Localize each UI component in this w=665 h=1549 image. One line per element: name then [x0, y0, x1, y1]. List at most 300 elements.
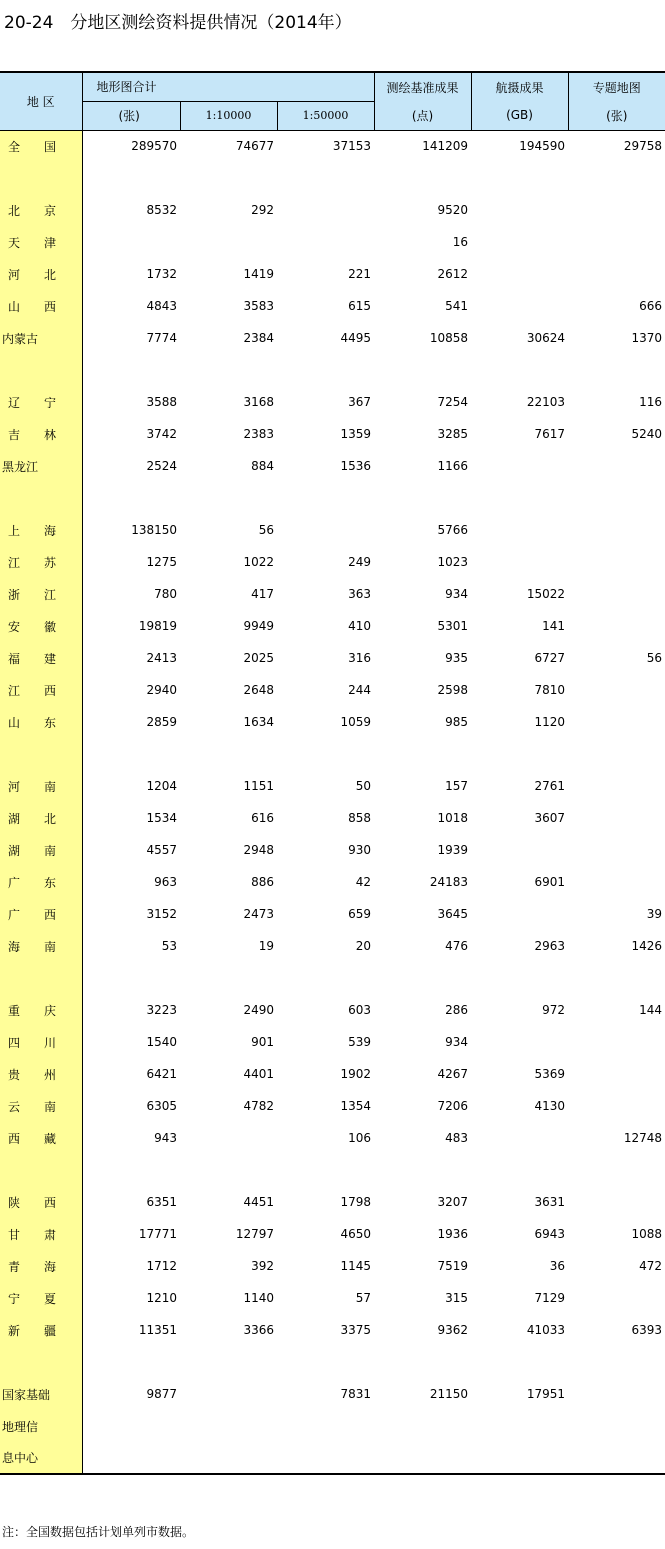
table-row: [0, 898, 665, 930]
value-cell: [471, 834, 568, 866]
value-cell: 541: [445, 299, 469, 313]
value-cell: [568, 770, 665, 802]
value-cell: 858: [348, 811, 372, 825]
region-cell: 吉 林: [0, 418, 82, 450]
value-cell: [471, 226, 568, 258]
value-cell: 19: [258, 939, 274, 953]
value-cell: 9877: [146, 1387, 177, 1401]
value-cell: 39: [646, 907, 663, 921]
value-cell: 3223: [146, 1003, 177, 1017]
value-cell: [568, 1346, 665, 1378]
value-cell: 2648: [243, 683, 274, 697]
value-cell: 53: [161, 939, 177, 953]
value-cell: [568, 578, 665, 610]
value-cell: 1536: [340, 459, 372, 473]
value-cell: [82, 354, 180, 386]
value-cell: 1798: [340, 1195, 372, 1209]
value-cell: [568, 1058, 665, 1090]
table-header: [0, 72, 665, 130]
value-cell: [568, 546, 665, 578]
header-thematic-unit: (张): [568, 101, 665, 130]
value-cell: [568, 738, 665, 770]
region-cell: 黑龙江: [0, 450, 82, 482]
value-cell: 17771: [138, 1227, 177, 1241]
value-cell: 15022: [526, 587, 566, 601]
value-cell: [568, 1186, 665, 1218]
value-cell: 1426: [631, 939, 663, 953]
value-cell: 74677: [235, 139, 274, 154]
region-cell: 山 东: [0, 706, 82, 738]
value-cell: [374, 1410, 471, 1442]
value-cell: 363: [348, 587, 372, 601]
value-cell: 3607: [534, 811, 566, 825]
value-cell: [277, 194, 374, 226]
value-cell: 286: [445, 1003, 469, 1017]
value-cell: [471, 738, 568, 770]
table-row: [0, 258, 665, 290]
value-cell: [277, 738, 374, 770]
value-cell: 6943: [534, 1227, 566, 1241]
footnote: 注：全国数据包括计划单列市数据。: [2, 1525, 195, 1539]
value-cell: 2384: [243, 331, 274, 345]
region-cell: 全 国: [0, 130, 82, 162]
region-cell: [0, 962, 82, 994]
value-cell: 6901: [534, 875, 566, 889]
spacer-row: [0, 162, 665, 194]
value-cell: [180, 1122, 277, 1154]
table-row: [0, 546, 665, 578]
value-cell: 3588: [146, 395, 177, 409]
value-cell: [568, 482, 665, 514]
value-cell: 106: [348, 1131, 372, 1145]
table-row: [0, 834, 665, 866]
value-cell: 4495: [340, 331, 372, 345]
region-cell: 地理信: [0, 1410, 82, 1442]
region-cell: 重 庆: [0, 994, 82, 1026]
value-cell: 1419: [243, 267, 274, 281]
table-row: [0, 1378, 665, 1410]
region-cell: [0, 482, 82, 514]
table-row: [0, 194, 665, 226]
spacer-row: [0, 962, 665, 994]
value-cell: 1023: [437, 555, 469, 569]
table-row: [0, 770, 665, 802]
value-cell: [374, 1154, 471, 1186]
value-cell: 472: [639, 1259, 663, 1273]
value-cell: [568, 1442, 665, 1474]
value-cell: 5301: [437, 619, 469, 633]
value-cell: [374, 162, 471, 194]
value-cell: 4451: [243, 1195, 274, 1209]
value-cell: 1712: [146, 1259, 177, 1273]
region-cell: 福 建: [0, 642, 82, 674]
value-cell: 417: [251, 587, 274, 601]
table-row: [0, 802, 665, 834]
value-cell: 157: [445, 779, 469, 793]
total-row: [0, 130, 665, 162]
value-cell: 410: [348, 619, 372, 633]
value-cell: 392: [251, 1259, 274, 1273]
value-cell: 1140: [243, 1291, 274, 1305]
value-cell: [82, 162, 180, 194]
value-cell: 9520: [437, 203, 469, 217]
value-cell: 7254: [437, 395, 469, 409]
value-cell: 6351: [146, 1195, 177, 1209]
region-cell: 国家基础: [0, 1378, 82, 1410]
value-cell: [277, 162, 374, 194]
value-cell: 1120: [534, 715, 566, 729]
region-cell: 内蒙古: [0, 322, 82, 354]
value-cell: 3583: [243, 299, 274, 313]
value-cell: 4557: [146, 843, 177, 857]
value-cell: [82, 1154, 180, 1186]
table-body: [0, 130, 665, 1474]
value-cell: 2612: [437, 267, 469, 281]
value-cell: 5766: [437, 523, 469, 537]
region-cell: 宁 夏: [0, 1282, 82, 1314]
table-row: [0, 418, 665, 450]
header-thematic: 专题地图: [568, 72, 665, 101]
table-row: [0, 674, 665, 706]
region-cell: 云 南: [0, 1090, 82, 1122]
value-cell: [180, 1410, 277, 1442]
table-row: [0, 1250, 665, 1282]
value-cell: 12748: [623, 1131, 663, 1145]
value-cell: 884: [251, 459, 274, 473]
value-cell: 7519: [437, 1259, 469, 1273]
spacer-row: [0, 1154, 665, 1186]
value-cell: [568, 802, 665, 834]
value-cell: 221: [348, 267, 372, 281]
value-cell: 37153: [332, 139, 372, 154]
value-cell: 659: [348, 907, 372, 921]
value-cell: 36: [549, 1259, 566, 1273]
value-cell: [277, 482, 374, 514]
value-cell: 3168: [243, 395, 274, 409]
region-cell: 辽 宁: [0, 386, 82, 418]
value-cell: 42: [355, 875, 372, 889]
region-cell: 江 西: [0, 674, 82, 706]
value-cell: 10858: [429, 331, 469, 345]
value-cell: 7206: [437, 1099, 469, 1113]
value-cell: [180, 162, 277, 194]
region-cell: 湖 南: [0, 834, 82, 866]
value-cell: 1732: [146, 267, 177, 281]
value-cell: 138150: [131, 523, 177, 537]
value-cell: 1059: [340, 715, 372, 729]
value-cell: 4401: [243, 1067, 274, 1081]
value-cell: 972: [542, 1003, 566, 1017]
value-cell: 934: [445, 1035, 469, 1049]
table-row: [0, 322, 665, 354]
value-cell: [277, 962, 374, 994]
value-cell: [277, 514, 374, 546]
region-cell: 浙 江: [0, 578, 82, 610]
value-cell: 56: [646, 651, 663, 665]
value-cell: 2940: [146, 683, 177, 697]
value-cell: [180, 962, 277, 994]
value-cell: [180, 1378, 277, 1410]
spacer-row: [0, 738, 665, 770]
value-cell: 2524: [146, 459, 177, 473]
value-cell: 780: [154, 587, 177, 601]
value-cell: 41033: [526, 1323, 566, 1337]
value-cell: [568, 1378, 665, 1410]
value-cell: [471, 962, 568, 994]
value-cell: 7617: [534, 427, 566, 441]
value-cell: 1534: [146, 811, 177, 825]
region-cell: 息中心: [0, 1442, 82, 1474]
value-cell: [471, 290, 568, 322]
value-cell: 2383: [243, 427, 274, 441]
value-cell: 1275: [146, 555, 177, 569]
value-cell: [180, 1346, 277, 1378]
value-cell: 50: [355, 779, 372, 793]
value-cell: [471, 1346, 568, 1378]
table-row: [0, 1090, 665, 1122]
value-cell: [471, 1442, 568, 1474]
value-cell: 19819: [138, 619, 177, 633]
table-row: [0, 610, 665, 642]
value-cell: [471, 482, 568, 514]
value-cell: 4650: [340, 1227, 372, 1241]
value-cell: [277, 1346, 374, 1378]
value-cell: [180, 482, 277, 514]
value-cell: 1902: [340, 1067, 372, 1081]
value-cell: [82, 1442, 180, 1474]
table-row: [0, 706, 665, 738]
value-cell: 244: [348, 683, 372, 697]
value-cell: 249: [348, 555, 372, 569]
value-cell: 5240: [631, 427, 663, 441]
value-cell: [277, 1442, 374, 1474]
value-cell: [374, 962, 471, 994]
region-cell: 青 海: [0, 1250, 82, 1282]
value-cell: 943: [154, 1131, 177, 1145]
table-row: [0, 290, 665, 322]
value-cell: 4267: [437, 1067, 469, 1081]
value-cell: [471, 1410, 568, 1442]
table-row: [0, 866, 665, 898]
value-cell: 9949: [243, 619, 274, 633]
value-cell: [568, 866, 665, 898]
value-cell: 1359: [340, 427, 372, 441]
value-cell: 292: [251, 203, 274, 217]
value-cell: [568, 258, 665, 290]
region-cell: 西 藏: [0, 1122, 82, 1154]
value-cell: 1540: [146, 1035, 177, 1049]
value-cell: [568, 674, 665, 706]
table-row: [0, 1218, 665, 1250]
value-cell: 7129: [534, 1291, 566, 1305]
value-cell: 901: [251, 1035, 274, 1049]
value-cell: [471, 546, 568, 578]
table-row: [0, 226, 665, 258]
value-cell: 930: [348, 843, 372, 857]
header-topo-total: 地形图合计: [82, 72, 374, 101]
value-cell: 3645: [437, 907, 469, 921]
value-cell: 30624: [526, 331, 566, 345]
value-cell: 5369: [534, 1067, 566, 1081]
value-cell: 3366: [243, 1323, 274, 1337]
region-cell: 甘 肃: [0, 1218, 82, 1250]
header-aerial-unit: (GB): [471, 101, 568, 130]
header-scale-10000: 1:10000: [180, 101, 277, 130]
spacer-row: [0, 354, 665, 386]
value-cell: 666: [639, 299, 663, 313]
table-row: [0, 642, 665, 674]
table-row: [0, 1026, 665, 1058]
value-cell: 12797: [235, 1227, 274, 1241]
value-cell: 4130: [534, 1099, 566, 1113]
value-cell: [471, 1122, 568, 1154]
value-cell: 9362: [437, 1323, 469, 1337]
value-cell: 11351: [138, 1323, 177, 1337]
region-cell: 湖 北: [0, 802, 82, 834]
value-cell: 7774: [146, 331, 177, 345]
value-cell: [568, 1282, 665, 1314]
page-title: 20-24 分地区测绘资料提供情况（2014年）: [4, 13, 352, 33]
value-cell: [180, 738, 277, 770]
region-cell: 海 南: [0, 930, 82, 962]
value-cell: [374, 1346, 471, 1378]
value-cell: [82, 1346, 180, 1378]
value-cell: 1022: [243, 555, 274, 569]
value-cell: 22103: [526, 395, 566, 409]
value-cell: 2948: [243, 843, 274, 857]
table-row: [0, 1410, 665, 1442]
value-cell: 6727: [534, 651, 566, 665]
table-row: [0, 578, 665, 610]
value-cell: 886: [251, 875, 274, 889]
region-cell: 广 西: [0, 898, 82, 930]
value-cell: 1088: [631, 1227, 663, 1241]
value-cell: 57: [355, 1291, 372, 1305]
value-cell: 1634: [243, 715, 274, 729]
value-cell: [568, 514, 665, 546]
value-cell: 315: [445, 1291, 469, 1305]
value-cell: 6305: [146, 1099, 177, 1113]
value-cell: 934: [445, 587, 469, 601]
value-cell: 8532: [146, 203, 177, 217]
region-cell: 山 西: [0, 290, 82, 322]
value-cell: [82, 962, 180, 994]
value-cell: [568, 1154, 665, 1186]
value-cell: 3375: [340, 1323, 372, 1337]
value-cell: [82, 738, 180, 770]
value-cell: 141209: [422, 139, 469, 154]
value-cell: 1151: [243, 779, 274, 793]
value-cell: 1166: [437, 459, 469, 473]
value-cell: [568, 706, 665, 738]
table-row: [0, 514, 665, 546]
value-cell: [180, 1442, 277, 1474]
spacer-row: [0, 1346, 665, 1378]
value-cell: [568, 610, 665, 642]
value-cell: 21150: [429, 1387, 469, 1401]
value-cell: 29758: [623, 139, 663, 154]
value-cell: 6421: [146, 1067, 177, 1081]
value-cell: 20: [355, 939, 372, 953]
value-cell: [471, 898, 568, 930]
value-cell: [277, 354, 374, 386]
header-scale-50000: 1:50000: [277, 101, 374, 130]
value-cell: 1145: [340, 1259, 372, 1273]
value-cell: 985: [445, 715, 469, 729]
value-cell: 963: [154, 875, 177, 889]
region-cell: 安 徽: [0, 610, 82, 642]
table-row: [0, 450, 665, 482]
value-cell: 2473: [243, 907, 274, 921]
value-cell: 367: [348, 395, 372, 409]
spacer-row: [0, 482, 665, 514]
value-cell: [568, 450, 665, 482]
value-cell: 1018: [437, 811, 469, 825]
value-cell: [180, 226, 277, 258]
table-row: [0, 386, 665, 418]
value-cell: [568, 1026, 665, 1058]
region-cell: [0, 738, 82, 770]
value-cell: 24183: [429, 875, 469, 889]
table-row: [0, 1186, 665, 1218]
table-row: [0, 1282, 665, 1314]
value-cell: 539: [348, 1035, 372, 1049]
header-aerial: 航摄成果: [471, 72, 568, 101]
value-cell: [374, 354, 471, 386]
value-cell: [471, 194, 568, 226]
value-cell: [82, 482, 180, 514]
value-cell: 1210: [146, 1291, 177, 1305]
value-cell: 2025: [243, 651, 274, 665]
value-cell: [180, 1154, 277, 1186]
value-cell: [471, 1026, 568, 1058]
table-row: [0, 930, 665, 962]
value-cell: 2490: [243, 1003, 274, 1017]
table-row: [0, 1314, 665, 1346]
header-geodetic-unit: (点): [374, 101, 471, 130]
value-cell: [568, 1090, 665, 1122]
value-cell: 615: [348, 299, 372, 313]
value-cell: 7831: [340, 1387, 372, 1401]
value-cell: [471, 1154, 568, 1186]
region-cell: [0, 162, 82, 194]
value-cell: 7810: [534, 683, 566, 697]
data-table: [0, 71, 665, 1475]
value-cell: 483: [445, 1131, 469, 1145]
value-cell: [277, 1410, 374, 1442]
value-cell: 1370: [631, 331, 663, 345]
value-cell: [568, 834, 665, 866]
value-cell: 2963: [534, 939, 566, 953]
header-topo-unit: (张): [82, 101, 180, 130]
value-cell: 194590: [519, 139, 566, 154]
value-cell: 603: [348, 1003, 372, 1017]
value-cell: 935: [445, 651, 469, 665]
value-cell: [277, 226, 374, 258]
value-cell: 2761: [534, 779, 566, 793]
value-cell: 476: [445, 939, 469, 953]
value-cell: 616: [251, 811, 274, 825]
value-cell: 1354: [340, 1099, 372, 1113]
value-cell: [568, 226, 665, 258]
value-cell: 316: [348, 651, 372, 665]
region-cell: 四 川: [0, 1026, 82, 1058]
region-cell: 河 南: [0, 770, 82, 802]
value-cell: 4843: [146, 299, 177, 313]
value-cell: [82, 226, 180, 258]
value-cell: 16: [452, 235, 469, 249]
region-cell: [0, 1154, 82, 1186]
